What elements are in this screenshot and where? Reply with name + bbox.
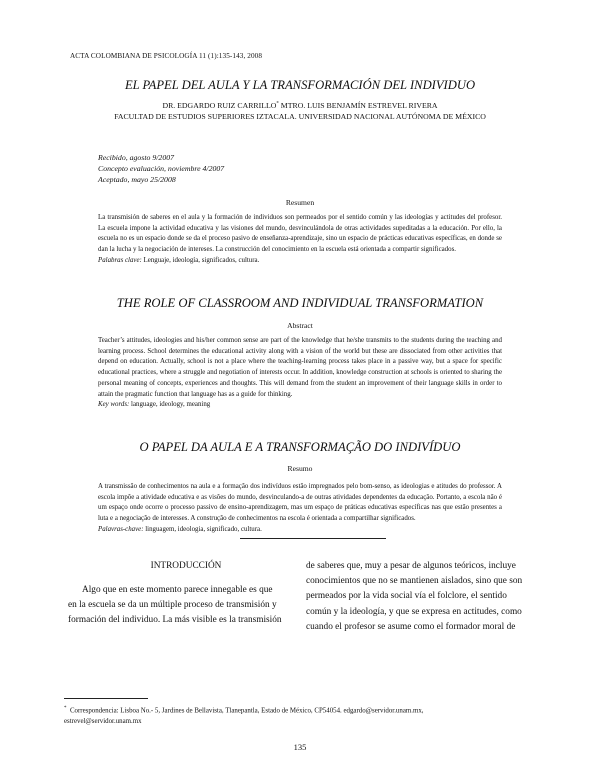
article-title-english: THE ROLE OF CLASSROOM AND INDIVIDUAL TRANSFORMATION <box>116 296 484 310</box>
resumo-heading: Resumo <box>287 464 313 473</box>
body-left-column <box>68 583 304 629</box>
footnote-rule <box>64 698 148 699</box>
resumo-block <box>98 482 502 536</box>
author-2: MTRO. LUIS BENJAMÍN ESTREVEL RIVERA <box>278 101 438 110</box>
resumo-keywords-label: Palavras-chave: <box>98 525 144 533</box>
right-line: común y la ideología, y que se expresa en actitudes, como <box>306 606 522 617</box>
right-line: conocimientos que no se mantienen aislados, sino que son <box>306 576 523 587</box>
resumen-keywords-label: Palabras clave: <box>98 256 142 264</box>
abstract-keywords: language, ideology, meaning <box>129 401 211 409</box>
article-title-spanish: EL PAPEL DEL AULA Y LA TRANSFORMACIÓN DEL INDIVIDUO <box>124 78 476 92</box>
abstract-body: Teacher’s attitudes, ideologies and his/her common sense are part of the knowledge that he/she transmits to the students during the teaching and learning process. School determines the educational activity along with a vision of the world but these are dissociated from other activities that depend on education. Actually, school is not a place where the teaching-learning process takes place in a passive way, but a space for specific educational practices, where a struggle and negotiation of interests occur. In addition, knowledge construction at schools is oriented to sharing the personal meaning of concepts, experiences and thoughts. This will demand from the student an improvement of their language skills in order to attain the pragmatic function that language has as a guide for thinking. <box>98 337 502 398</box>
abstract-keywords-label: Key words: <box>98 401 130 409</box>
footnote-line-2: estrevel@servidor.unam.mx <box>64 718 142 726</box>
resumen-keywords: Lenguaje, ideología, significados, cultura. <box>141 256 260 264</box>
author-1: DR. EDGARDO RUIZ CARRILLO <box>162 101 277 110</box>
date-received: Recibido, agosto 9/2007 <box>98 153 175 162</box>
left-line: Algo que en este momento parece innegable es que <box>82 585 273 595</box>
introduccion-heading: INTRODUCCIÓN <box>150 561 222 571</box>
resumen-body: La transmisión de saberes en el aula y la formación de individuos son permeados por el sentido común y las ideologías y actitudes del profesor. La escuela impone la actividad educativa y las visiones del mundo, desvinculándola de otras actividades supeditadas a la educación. Por ello, la escuela no es un espacio donde se da el proceso pasivo de enseñanza-aprendizaje, sino un espacio de prácticas educativas específicas, en donde se dan la lucha y la negociación de intereses. La construcción del conocimiento en la escuela está orientada a compartir significados. <box>98 214 502 254</box>
page-number: 135 <box>293 742 307 752</box>
affiliation: FACULTAD DE ESTUDIOS SUPERIORES IZTACALA. UNIVERSIDAD NACIONAL AUTÓNOMA DE MÉXICO <box>114 112 486 121</box>
resumo-body: A transmissão de conhecimentos na aula e a formação dos indivíduos estão impregnados pelo bom-senso, as ideologias e atitudes do professor. A escola impõe a atividade educativa e as visões do mundo, desvinculando-a de outras atividades dependentes da educação. Portanto, a escola não é um espaço onde ocorre o processo passivo de ensino-aprendizagem, mas um espaço de práticas educativas específicas nas que estão presentes a luta e a negociação de interesses. A construção de conhecimentos na escola é orientada a compartilhar significados. <box>98 483 502 523</box>
abstract-heading: Abstract <box>287 321 313 330</box>
journal-header: ACTA COLOMBIANA DE PSICOLOGÍA 11 (1):135-143, 2008 <box>70 52 263 60</box>
date-accepted: Aceptado, mayo 25/2008 <box>98 175 176 185</box>
article-dates <box>98 152 224 186</box>
right-line: cuando el profesor se asume como el formador moral de <box>306 621 516 632</box>
right-line: de saberes que, muy a pesar de algunos teóricos, incluye <box>306 561 516 571</box>
resumo-keywords: linguagem, ideologia, significado, cultura. <box>143 525 262 533</box>
resumen-block <box>98 213 502 267</box>
body-right-column <box>306 559 542 635</box>
abstract-block <box>98 336 502 411</box>
left-line: formación del individuo. La más visible es la transmisión <box>68 615 282 626</box>
resumen-heading: Resumen <box>285 198 315 207</box>
date-evaluation: Concepto evaluación, noviembre 4/2007 <box>98 164 225 174</box>
authors-line <box>40 101 560 110</box>
right-line: permeados por la vida social vía el folclore, el sentido <box>306 591 507 602</box>
footnote-line-1: Correspondencia: Lisboa No.- 5, Jardines de Bellavista, Tlanepantla, Estado de México, CP54054. edgardo@servidor.unam.mx, <box>69 707 424 715</box>
article-title-portuguese: O PAPEL DA AULA E A TRANSFORMAÇÃO DO INDIVÍDUO <box>139 440 461 454</box>
section-divider <box>240 538 386 539</box>
left-line: en la escuela se da un múltiple proceso de transmisión y <box>68 600 277 611</box>
footnote-marker: * <box>64 706 67 711</box>
footnote <box>64 703 536 727</box>
correspondence-marker: * <box>276 101 279 107</box>
